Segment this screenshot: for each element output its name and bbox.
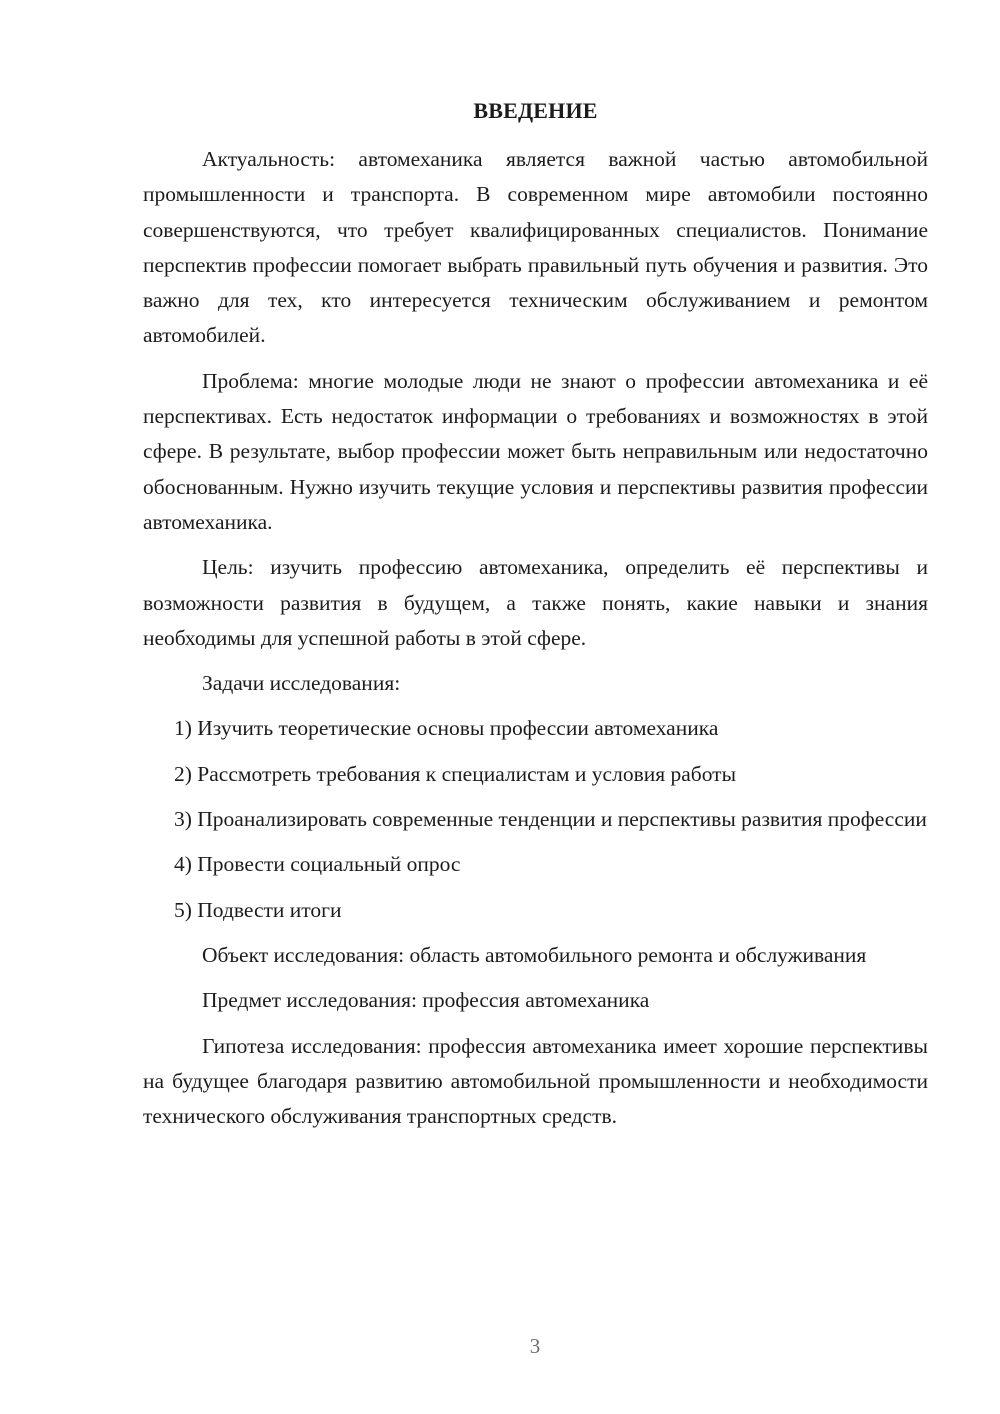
page-number: 3 [529,1334,541,1358]
section-title: ВВЕДЕНИЕ [473,98,598,123]
paragraph-object: Объект исследования: область автомобильного ремонта и обслуживания [202,942,867,967]
task-item-4: 4) Провести социальный опрос [174,852,461,877]
paragraph-problem: Проблема: многие молодые люди не знают о профессии автомеханика и её перспективах. Есть недостаток информации о требованиях и возможностях в этой сфере. В результате, выбор профессии может быть неправильным или недостаточно обоснованным. Нужно изучить текущие условия и перспективы развития профессии автомеханика. [143,368,928,534]
paragraph-tasks-heading: Задачи исследования: [202,671,401,696]
document-body [143,142,928,1144]
task-item-1: 1) Изучить теоретические основы профессии автомеханика [174,716,719,741]
paragraph-hypothesis: Гипотеза исследования: профессия автомеханика имеет хорошие перспективы на будущее благодаря развитию автомобильной промышленности и необходимости технического обслуживания транспортных средств. [143,1033,928,1129]
task-item-2: 2) Рассмотреть требования к специалистам и условия работы [174,761,737,786]
paragraph-goal: Цель: изучить профессию автомеханика, определить её перспективы и возможности развития в будущем, а также понять, какие навыки и знания необходимы для успешной работы в этой сфере. [143,555,928,650]
task-item-5: 5) Подвести итоги [174,897,342,922]
task-item-3: 3) Проанализировать современные тенденции и перспективы развития профессии [174,807,927,832]
paragraph-subject: Предмет исследования: профессия автомеханика [202,988,650,1013]
paragraph-relevance: Актуальность: автомеханика является важной частью автомобильной промышленности и транспорта. В современном мире автомобили постоянно совершенствуются, что требует квалифицированных специалистов. Понимание перспектив профессии помогает выбрать правильный путь обучения и развития. Это важно для тех, кто интересуется техническим обслуживанием и ремонтом автомобилей. [143,147,928,348]
